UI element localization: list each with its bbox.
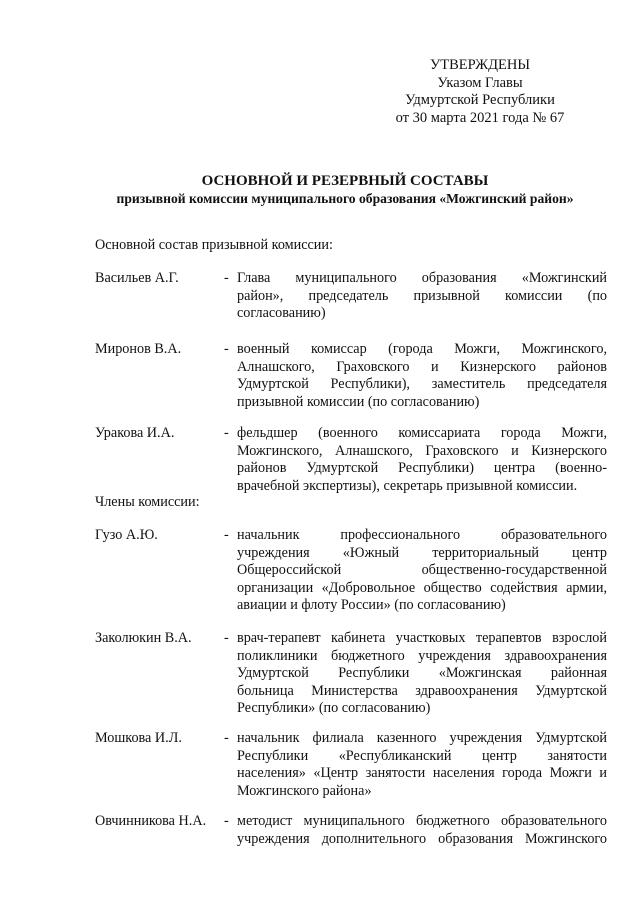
desc-line: учреждения «Южный территориальный центр <box>237 544 607 561</box>
desc-line: начальник филиала казенного учреждения Удмуртской <box>237 730 607 746</box>
member-description <box>237 730 607 800</box>
desc-line: военный комиссар (города Можги, Можгинского, <box>237 341 607 357</box>
desc-line: Республики «Республиканский центр занятости <box>237 747 607 764</box>
desc-line: Можгинского района» <box>237 782 372 799</box>
title-sub: призывной комиссии муниципального образования «Можгинский район» <box>116 191 574 206</box>
member-description <box>237 341 607 411</box>
desc-line: врач-терапевт кабинета участковых терапевтов взрослой <box>237 630 607 646</box>
desc-line: район», председатель призывной комиссии (по <box>237 287 607 304</box>
member-dash: - <box>224 813 229 829</box>
desc-line: поликлиники бюджетного учреждения здравоохранения <box>237 647 607 664</box>
desc-line: врачебной экспертизы), секретарь призывной комиссии. <box>237 477 578 494</box>
desc-line: Алнашского, Граховского и Кизнерского районов <box>237 358 607 375</box>
member-name: Овчинникова Н.А. <box>95 813 207 829</box>
approval-line: Удмуртской Республики <box>405 92 555 108</box>
member-description <box>237 813 607 848</box>
desc-line: Общероссийской общественно-государственной <box>237 562 607 578</box>
desc-line: населения» «Центр занятости населения города Можги и <box>237 765 607 781</box>
member-dash: - <box>224 270 229 286</box>
member-description <box>237 425 607 495</box>
approval-line: от 30 марта 2021 года № 67 <box>395 109 565 126</box>
desc-line: больница Министерства здравоохранения Удмуртской <box>237 682 607 699</box>
member-description <box>237 527 607 615</box>
section-main-composition: Основной состав призывной комиссии: <box>95 237 333 253</box>
member-name: Васильев А.Г. <box>95 270 179 286</box>
member-dash: - <box>224 341 229 357</box>
desc-line: Глава муниципального образования «Можгинский <box>237 270 607 286</box>
desc-line: методист муниципального бюджетного образовательного <box>237 813 607 829</box>
member-name: Миронов В.А. <box>95 341 182 357</box>
member-dash: - <box>224 730 229 746</box>
desc-line: призывной комиссии (по согласованию) <box>237 393 480 410</box>
desc-line: авиации и флоту России» (по согласованию) <box>237 597 506 613</box>
document-title <box>60 172 630 208</box>
desc-line: организации «Добровольное общество содействия армии, <box>237 579 607 596</box>
section-members-heading: Члены комиссии: <box>95 494 200 510</box>
desc-line: Можгинского, Алнашского, Граховского и Кизнерского <box>237 442 607 459</box>
member-dash: - <box>224 630 229 646</box>
desc-line: Республики» (по согласованию) <box>237 700 431 716</box>
member-name: Заколюкин В.А. <box>95 630 192 646</box>
member-dash: - <box>224 527 229 543</box>
member-description <box>237 270 607 323</box>
member-dash: - <box>224 425 229 441</box>
member-name: Уракова И.А. <box>95 425 175 441</box>
member-description <box>237 630 607 718</box>
approval-stamp <box>360 57 600 127</box>
desc-line: районов Удмуртской Республики) центра (военно- <box>237 460 607 476</box>
approval-line: УТВЕРЖДЕНЫ <box>429 57 531 73</box>
desc-line: Удмуртской Республики «Можгинская районная <box>237 665 607 681</box>
desc-line: фельдшер (военного комиссариата города Можги, <box>237 425 607 441</box>
desc-line: Удмуртской Республики), заместитель председателя <box>237 376 607 392</box>
title-main: ОСНОВНОЙ И РЕЗЕРВНЫЙ СОСТАВЫ <box>201 173 489 189</box>
member-name: Гузо А.Ю. <box>95 527 158 543</box>
approval-line: Указом Главы <box>437 74 523 91</box>
desc-line: начальник профессионального образовательного <box>237 527 607 543</box>
desc-line: учреждения дополнительного образования Можгинского <box>237 830 607 847</box>
desc-line: согласованию) <box>237 305 326 321</box>
member-name: Мошкова И.Л. <box>95 730 182 746</box>
